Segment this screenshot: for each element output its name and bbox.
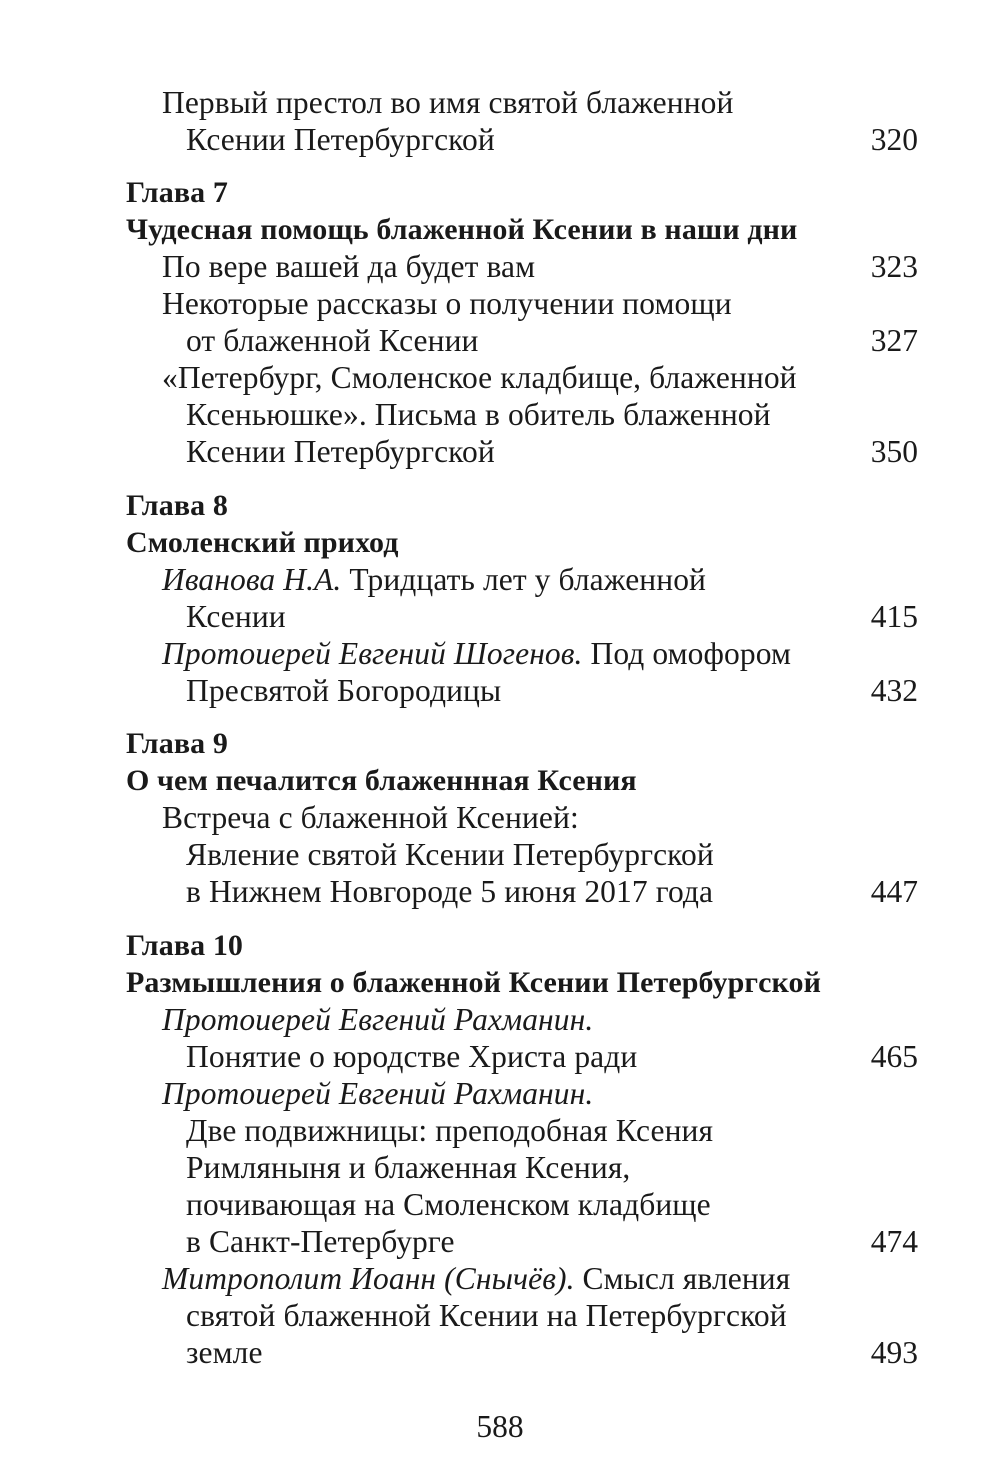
entry-title: Смысл явления [574,1261,791,1296]
toc-page-number: 350 [870,434,918,469]
toc-entry-line: Ксеньюшке». Письма в обитель блаженной [186,397,771,432]
entry-author: Протоиерей Евгений Рахманин. [162,1002,594,1037]
toc-page-number: 323 [870,249,918,284]
chapter-number: Глава 9 [126,727,228,760]
chapter-number: Глава 8 [126,489,228,522]
chapter-title: Чудесная помощь блаженной Ксении в наши дни [126,213,798,246]
chapter-number: Глава 10 [126,929,244,962]
toc-entry-line: «Петербург, Смоленское кладбище, блаженной [162,360,797,395]
toc-entry-line [162,635,791,672]
entry-author: Протоиерей Евгений Шогенов. [162,636,583,671]
toc-entry-line: Две подвижницы: преподобная Ксения [186,1113,714,1148]
toc-entry-line: Ксении Петербургской [186,434,495,469]
toc-entry-line: земле [186,1335,263,1370]
entry-title: Под омофором [582,636,792,671]
toc-entry-line: По вере вашей да будет вам [162,249,536,284]
toc-entry-line: в Санкт-Петербурге [186,1224,455,1259]
toc-page-number: 432 [870,673,918,708]
toc-page-number: 327 [870,323,918,358]
toc-entry-line: Некоторые рассказы о получении помощи [162,286,732,321]
toc-entry-line: Понятие о юродстве Христа ради [186,1039,638,1074]
toc-entry-line [162,1260,790,1297]
entry-author: Митрополит Иоанн (Снычёв). [162,1261,575,1296]
toc-page-number: 320 [870,122,918,157]
toc-entry-line: Ксении [186,599,286,634]
chapter-title: Размышления о блаженной Ксении Петербургской [126,966,822,999]
toc-entry-line [162,1075,593,1112]
toc-entry-line: Римляныня и блаженная Ксения, [186,1150,631,1185]
chapter-title: Смоленский приход [126,526,399,559]
entry-title: Тридцать лет у блаженной [341,562,707,597]
toc-page-number: 415 [870,599,918,634]
entry-author: Протоиерей Евгений Рахманин. [162,1076,594,1111]
chapter-number: Глава 7 [126,176,228,209]
toc-page-number: 447 [870,874,918,909]
toc-entry-line: Первый престол во имя святой блаженной [162,85,734,120]
chapter-title: О чем печалится блаженнная Ксения [126,764,637,797]
page-number-footer: 588 [476,1409,524,1444]
toc-entry-line: Встреча с блаженной Ксенией: [162,800,579,835]
entry-author: Иванова Н.А. [162,562,342,597]
toc-page-number: 493 [870,1335,918,1370]
toc-entry-line: Явление святой Ксении Петербургской [186,837,714,872]
toc-entry-line: Ксении Петербургской [186,122,495,157]
toc-entry-line: Пресвятой Богородицы [186,673,502,708]
toc-entry-line: почивающая на Смоленском кладбище [186,1187,711,1222]
toc-page-number: 465 [870,1039,918,1074]
toc-entry-line: святой блаженной Ксении на Петербургской [186,1298,787,1333]
toc-entry-line [162,1001,593,1038]
toc-page-number: 474 [870,1224,918,1259]
toc-entry-line: от блаженной Ксении [186,323,479,358]
toc-entry-line [162,561,706,598]
toc-entry-line: в Нижнем Новгороде 5 июня 2017 года [186,874,714,909]
